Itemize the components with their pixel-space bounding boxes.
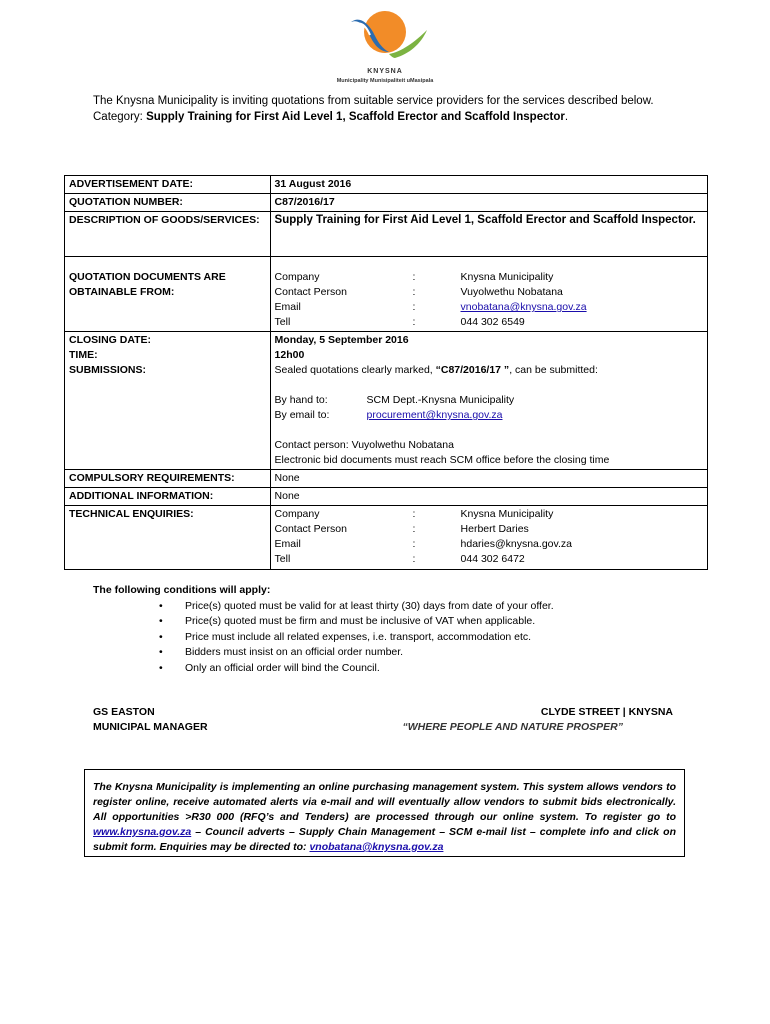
tech-row-person [275,522,703,537]
submissions-intro [275,363,703,378]
contact-value: Herbert Daries [460,523,529,535]
by-email-row [275,408,703,423]
contact-field: Contact Person [274,286,347,298]
contact-row-company [275,270,703,285]
documents-label-text: QUOTATION DOCUMENTS ARE OBTAINABLE FROM: [69,271,226,298]
table-row [65,506,708,570]
intro-line: The Knysna Municipality is inviting quotations from suitable service providers for the services described below. [93,95,654,107]
advertisement-date-label: ADVERTISEMENT DATE: [65,176,271,194]
logo-subtitle: Municipality Munisipaliteit uMasipala [336,78,434,84]
list-item: • Price(s) quoted must be valid for at least thirty (30) days from date of your offer. [159,599,693,615]
conditions-list [159,599,693,677]
logo-name: KNYSNA [367,68,403,75]
list-item: • Only an official order will bind the Council. [159,661,693,677]
closing-date-value: Monday, 5 September 2016 [274,334,409,346]
list-item: • Bidders must insist on an official order number. [159,645,693,661]
table-row [65,257,708,332]
quotation-number-value: C87/2016/17 [270,194,707,212]
tech-row-tell [275,552,703,567]
electronic-bid-line: Electronic bid documents must reach SCM office before the closing time [274,454,610,466]
contact-sep: : [412,316,416,328]
contact-field: Tell [274,316,291,328]
table-row [65,212,708,257]
documents-contacts [270,257,707,332]
contact-value: hdaries@knysna.gov.za [460,538,572,550]
municipal-motto: “WHERE PEOPLE AND NATURE PROSPER” [402,721,623,733]
closing-time-submissions-label [65,332,271,470]
contact-value: 044 302 6472 [460,553,525,565]
conditions-title: The following conditions will apply: [93,584,271,596]
table-row [65,488,708,506]
table-row [65,332,708,470]
technical-label-text: TECHNICAL ENQUIRIES: [69,508,194,520]
contact-row-person [275,285,703,300]
category-end: . [564,111,569,123]
category-line [93,109,673,125]
contact-sep: : [412,523,416,535]
compulsory-value: None [270,470,707,488]
additional-label: ADDITIONAL INFORMATION: [65,488,271,506]
contact-value: 044 302 6549 [460,316,525,328]
contact-field: Company [274,271,320,283]
website-link[interactable]: www.knysna.gov.za [93,826,192,838]
contact-sep: : [412,286,416,298]
submissions-reference: “C87/2016/17 ” [435,364,510,376]
knysna-logo-emblem-icon [337,8,433,68]
by-hand-row [275,393,703,408]
enquiries-email-link[interactable]: vnobatana@knysna.gov.za [309,841,444,853]
documents-label [65,257,271,332]
notice-text: The Knysna Municipality is implementing an online purchasing management system. This system allows vendors to register online, receive automated alerts via e-mail and will eventually allow vendors to submit bids electronically. All opportunities >R30 000 (RFQ’s and Tenders) are processed through our online system. To register go to [93,781,676,823]
list-item: • Price must include all related expenses, i.e. transport, accommodation etc. [159,630,693,646]
technical-contacts [270,506,707,570]
procurement-email-link[interactable]: procurement@knysna.gov.za [366,409,503,421]
contact-field: Company [274,508,320,520]
manager-name: GS EASTON [93,706,155,718]
by-hand-label: By hand to: [274,394,328,406]
street-address: CLYDE STREET | KNYSNA [540,706,673,718]
intro-paragraph [93,93,673,125]
contact-sep: : [412,271,416,283]
knysna-logo [330,8,440,88]
by-email-label: By email to: [274,409,330,421]
time-value: 12h00 [274,349,305,361]
notice-text-continued: – Council adverts – Supply Chain Management – SCM e-mail list – complete info and click on submit form. Enquiries may be directed to: [93,826,676,853]
contact-sep: : [412,508,416,520]
technical-label [65,506,271,570]
closing-time-submissions-value [270,332,707,470]
contact-value: Vuyolwethu Nobatana [460,286,563,298]
contact-row-email [275,300,703,315]
advertisement-date-value: 31 August 2016 [270,176,707,194]
signoff-block [93,705,208,735]
submissions-text: Sealed quotations clearly marked, [274,364,436,376]
contact-value: Knysna Municipality [460,508,554,520]
time-label: TIME: [69,349,98,361]
submissions-label: SUBMISSIONS: [69,364,147,376]
description-value: Supply Training for First Aid Level 1, Scaffold Erector and Scaffold Inspector. [270,212,707,257]
contact-field: Email [274,301,301,313]
list-item: • Price(s) quoted must be firm and must be inclusive of VAT when applicable. [159,614,693,630]
conditions-section [93,583,693,676]
contact-sep: : [412,301,416,313]
contact-sep: : [412,553,416,565]
compulsory-label: COMPULSORY REQUIREMENTS: [65,470,271,488]
table-row [65,176,708,194]
contact-person-line: Contact person: Vuyolwethu Nobatana [274,439,454,451]
category-value: Supply Training for First Aid Level 1, Scaffold Erector and Scaffold Inspector [146,111,565,123]
category-label: Category: [93,111,147,123]
manager-title: MUNICIPAL MANAGER [93,721,208,733]
table-row [65,470,708,488]
tech-row-company [275,507,703,522]
submissions-text-end: , can be submitted: [509,364,598,376]
table-row [65,194,708,212]
contact-field: Email [274,538,301,550]
contact-sep: : [412,538,416,550]
additional-value: None [270,488,707,506]
contact-value: Knysna Municipality [460,271,554,283]
closing-date-label: CLOSING DATE: [69,334,152,346]
online-system-notice [84,769,685,857]
quotation-number-label: QUOTATION NUMBER: [65,194,271,212]
by-hand-value: SCM Dept.-Knysna Municipality [366,394,515,406]
tech-row-email [275,537,703,552]
quotation-details-table [64,175,708,570]
description-label: DESCRIPTION OF GOODS/SERVICES: [65,212,271,257]
contact-row-tell [275,315,703,330]
contact-field: Tell [274,553,291,565]
contact-field: Contact Person [274,523,347,535]
address-block [402,705,673,735]
contact-email-link[interactable]: vnobatana@knysna.gov.za [460,301,587,313]
